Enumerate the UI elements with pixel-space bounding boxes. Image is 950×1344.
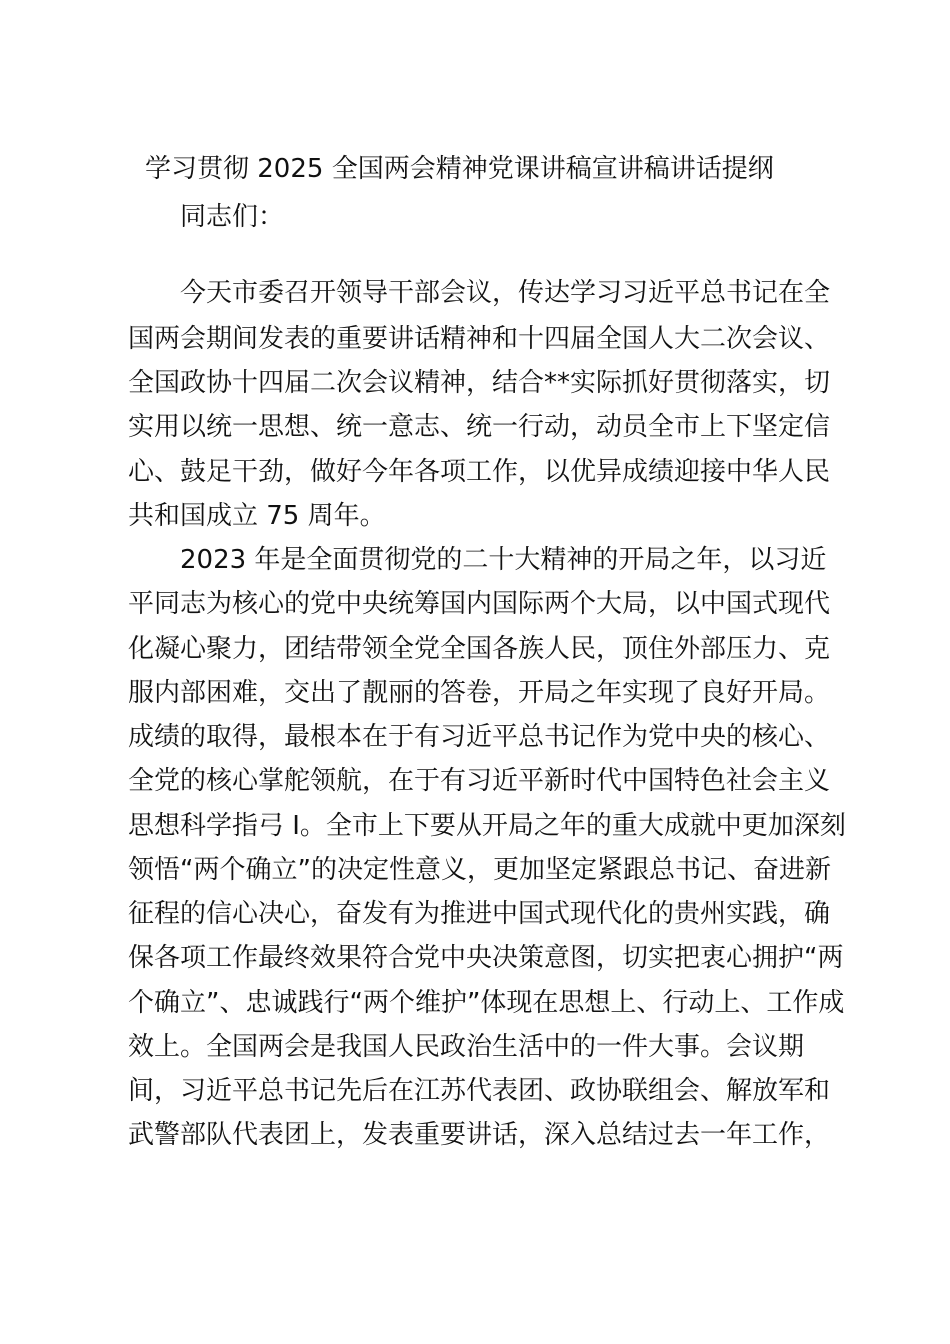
paragraph-line: 平同志为核心的党中央统筹国内国际两个大局，以中国式现代 <box>128 589 831 619</box>
paragraph-line: 成绩的取得，最根本在于有习近平总书记作为党中央的核心、 <box>128 722 831 752</box>
paragraph-line: 间，习近平总书记先后在江苏代表团、政协联组会、解放军和 <box>128 1076 831 1106</box>
paragraph-line: 保各项工作最终效果符合党中央决策意图，切实把衷心拥护“两 <box>128 943 844 973</box>
paragraph-line: 个确立”、忠诚践行“两个维护”体现在思想上、行动上、工作成 <box>128 988 845 1018</box>
paragraph-line: 效上。全国两会是我国人民政治生活中的一件大事。会议期 <box>128 1032 805 1062</box>
paragraph-line: 领悟“两个确立”的决定性意义，更加坚定紧跟总书记、奋进新 <box>128 855 831 885</box>
paragraph-line: 今天市委召开领导干部会议，传达学习习近平总书记在全 <box>180 278 831 308</box>
paragraph-line: 共和国成立 75 周年。 <box>128 501 386 531</box>
paragraph-line: 全国政协十四届二次会议精神，结合**实际抓好贯彻落实，切 <box>128 368 831 398</box>
paragraph-line: 实用以统一思想、统一意志、统一行动，动员全市上下坚定信 <box>128 412 831 442</box>
paragraph-line: 化凝心聚力，团结带领全党全国各族人民，顶住外部压力、克 <box>128 634 831 664</box>
paragraph-line: 全党的核心掌舵领航，在于有习近平新时代中国特色社会主义 <box>128 766 831 796</box>
paragraph-line: 服内部困难，交出了靓丽的答卷，开局之年实现了良好开局。 <box>128 678 831 708</box>
paragraph-line: 2023 年是全面贯彻党的二十大精神的开局之年，以习近 <box>180 545 827 575</box>
salutation: 同志们： <box>180 202 285 232</box>
paragraph-line: 国两会期间发表的重要讲话精神和十四届全国人大二次会议、 <box>128 324 831 354</box>
paragraph-line: 思想科学指弓 I。全市上下要从开局之年的重大成就中更加深刻 <box>128 811 846 841</box>
paragraph-line: 武警部队代表团上，发表重要讲话，深入总结过去一年工作， <box>128 1120 831 1150</box>
document-title: 学习贯彻 2025 全国两会精神党课讲稿宣讲稿讲话提纲 <box>145 154 774 184</box>
paragraph-line: 心、鼓足干劲，做好今年各项工作，以优异成绩迎接中华人民 <box>128 457 831 487</box>
paragraph-line: 征程的信心决心，奋发有为推进中国式现代化的贵州实践，确 <box>128 899 831 929</box>
